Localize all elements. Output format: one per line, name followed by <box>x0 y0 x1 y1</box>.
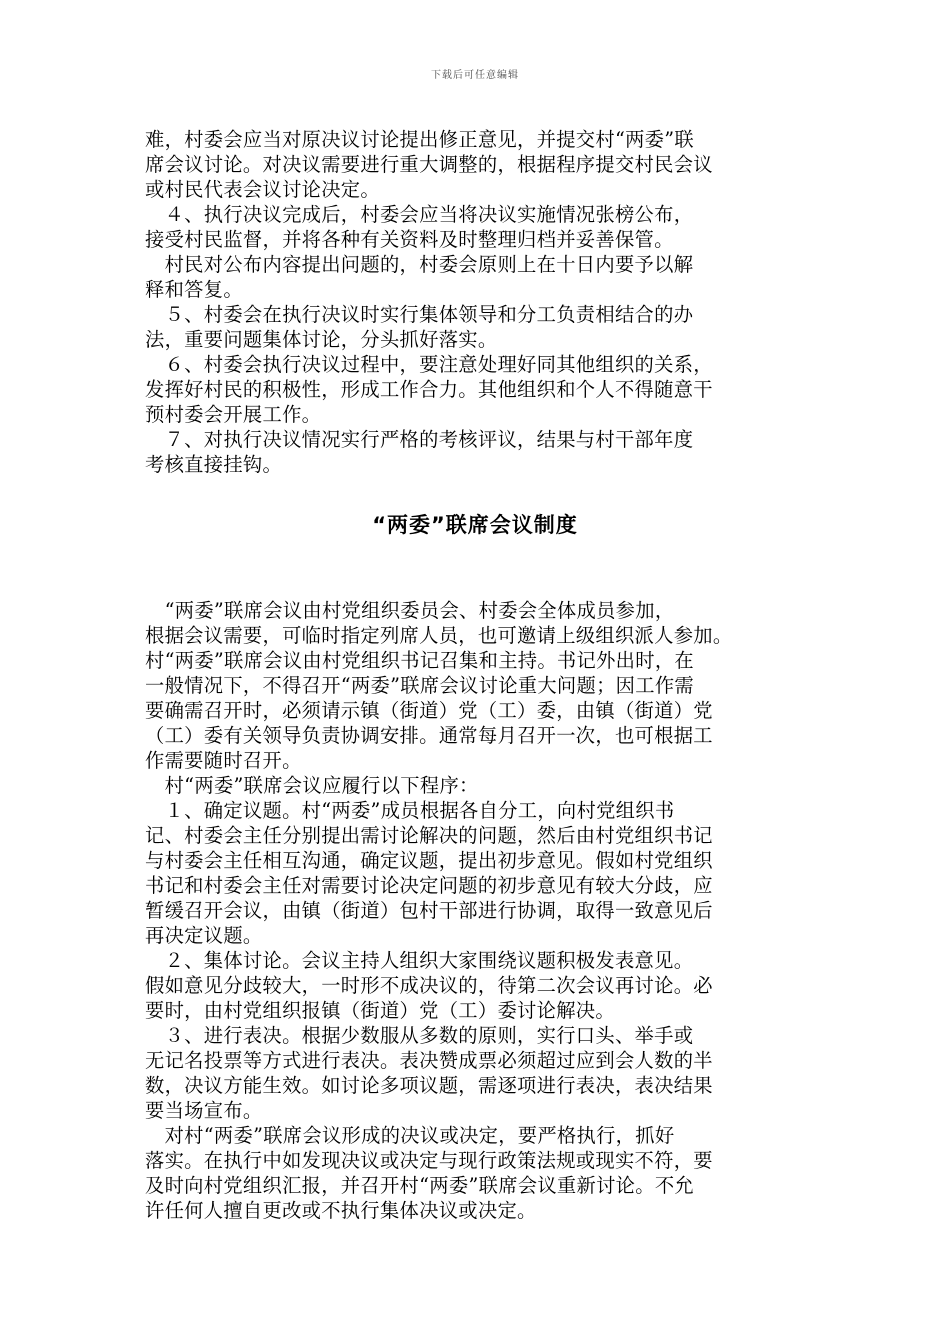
text-line: 村“两委”联席会议由村党组织书记召集和主持。书记外出时，在 <box>145 649 695 672</box>
text-line: 或村民代表会议讨论决定。 <box>145 178 380 201</box>
text-line: ３、进行表决。根据少数服从多数的原则，实行口头、举手或 <box>145 1024 694 1047</box>
text-line: ６、村委会执行决议过程中，要注意处理好同其他组织的关系， <box>145 353 713 376</box>
text-line: 要时，由村党组织报镇（街道）党（工）委讨论解决。 <box>145 999 615 1022</box>
text-line: 落实。在执行中如发现决议或决定与现行政策法规或现实不符，要 <box>145 1149 713 1172</box>
text-line: 暂缓召开会议，由镇（街道）包村干部进行协调，取得一致意见后 <box>145 899 713 922</box>
text-line: “两委”联席会议由村党组织委员会、村委会全体成员参加， <box>145 599 675 622</box>
text-line: ５、村委会在执行决议时实行集体领导和分工负责相结合的办 <box>145 303 694 326</box>
section-2-text <box>145 598 810 1223</box>
page-header: 下载后可任意编辑 <box>431 70 519 81</box>
text-line: 要当场宣布。 <box>145 1099 263 1122</box>
text-line: 与村委会主任相互沟通，确定议题，提出初步意见。假如村党组织 <box>145 849 713 872</box>
text-line: １、确定议题。村“两委”成员根据各自分工，向村党组织书 <box>145 799 675 822</box>
text-line: 预村委会开展工作。 <box>145 403 322 426</box>
text-line: 假如意见分歧较大，一时形不成决议的，待第二次会议再讨论。必 <box>145 974 713 997</box>
text-line: 再决定议题。 <box>145 924 263 947</box>
text-line: 要确需召开时，必须请示镇（街道）党（工）委，由镇（街道）党 <box>145 699 713 722</box>
text-line: 接受村民监督，并将各种有关资料及时整理归档并妥善保管。 <box>145 228 674 251</box>
text-line: 许任何人擅自更改或不执行集体决议或决定。 <box>145 1199 537 1222</box>
text-line: 法，重要问题集体讨论，分头抓好落实。 <box>145 328 498 351</box>
text-line: 无记名投票等方式进行表决。表决赞成票必须超过应到会人数的半 <box>145 1049 713 1072</box>
section-1-text <box>145 127 810 477</box>
text-line: 释和答复。 <box>145 278 243 301</box>
text-line: 村“两委”联席会议应履行以下程序： <box>145 774 479 797</box>
text-line: 席会议讨论。对决议需要进行重大调整的，根据程序提交村民会议 <box>145 153 713 176</box>
text-line: 对村“两委”联席会议形成的决议或决定，要严格执行，抓好 <box>145 1124 675 1147</box>
text-line: 一般情况下，不得召开“两委”联席会议讨论重大问题；因工作需 <box>145 674 695 697</box>
text-line: ７、对执行决议情况实行严格的考核评议，结果与村干部年度 <box>145 428 694 451</box>
text-line: 作需要随时召开。 <box>145 749 302 772</box>
text-line: ４、执行决议完成后，村委会应当将决议实施情况张榜公布， <box>145 203 694 226</box>
text-line: 发挥好村民的积极性，形成工作合力。其他组织和个人不得随意干 <box>145 378 713 401</box>
text-line: 书记和村委会主任对需要讨论决定问题的初步意见有较大分歧，应 <box>145 874 713 897</box>
text-line: 难，村委会应当对原决议讨论提出修正意见，并提交村“两委”联 <box>145 128 695 151</box>
document-title: “两委”联席会议制度 <box>372 513 578 537</box>
text-line: 记、村委会主任分别提出需讨论解决的问题，然后由村党组织书记 <box>145 824 713 847</box>
text-line: 考核直接挂钩。 <box>145 453 283 476</box>
text-line: 数，决议方能生效。如讨论多项议题，需逐项进行表决，表决结果 <box>145 1074 713 1097</box>
text-line: （工）委有关领导负责协调安排。通常每月召开一次，也可根据工 <box>145 724 713 747</box>
text-line: ２、集体讨论。会议主持人组织大家围绕议题积极发表意见。 <box>145 949 694 972</box>
text-line: 根据会议需要，可临时指定列席人员，也可邀请上级组织派人参加。 <box>145 624 733 647</box>
text-line: 村民对公布内容提出问题的，村委会原则上在十日内要予以解 <box>145 253 694 276</box>
text-line: 及时向村党组织汇报，并召开村“两委”联席会议重新讨论。不允 <box>145 1174 695 1197</box>
